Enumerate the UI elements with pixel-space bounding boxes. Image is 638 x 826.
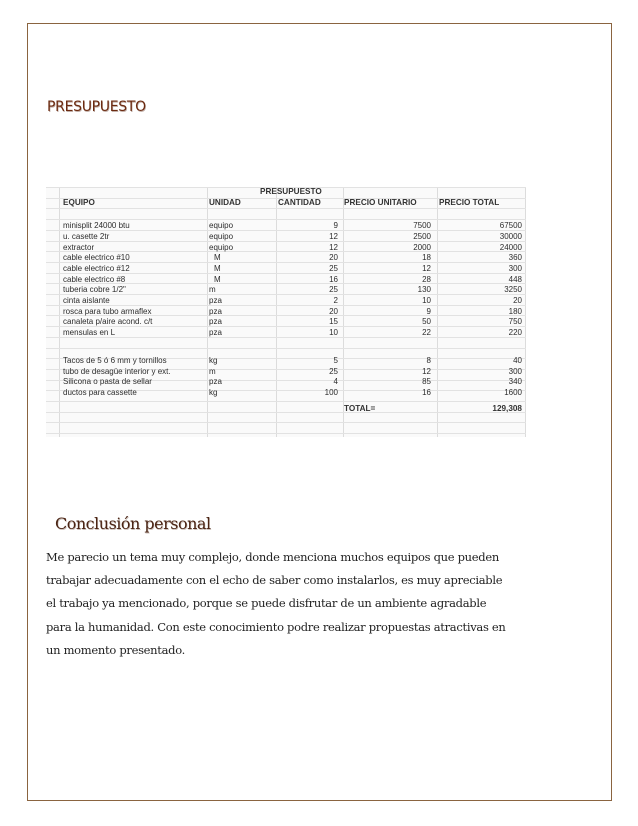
cell-cantidad: 25 (329, 263, 338, 273)
grid-line (276, 187, 277, 437)
cell-equipo: Tacos de 5 ó 6 mm y tornillos (63, 355, 167, 365)
grid-line (59, 187, 60, 437)
cell-precio-total: 20 (513, 296, 522, 306)
cell-unidad: equipo (209, 221, 234, 231)
paragraph-line: trabajar adecuadamente con el echo de saber como instalarlos, es muy apreciable (46, 573, 503, 588)
cell-cantidad: 20 (329, 253, 338, 263)
column-header: EQUIPO (63, 197, 95, 207)
cell-precio-total: 1600 (504, 388, 522, 398)
cell-cantidad: 20 (329, 306, 338, 316)
grid-line (46, 401, 526, 402)
cell-cantidad: 9 (333, 221, 338, 231)
cell-cantidad: 25 (329, 366, 338, 376)
grid-line (46, 219, 526, 220)
cell-equipo: mensulas en L (63, 328, 116, 338)
cell-precio-total: 448 (508, 274, 522, 284)
cell-cantidad: 12 (329, 231, 338, 241)
cell-precio-total: 300 (508, 263, 522, 273)
cell-equipo: tuberia cobre 1/2" (63, 285, 126, 295)
cell-cantidad: 100 (324, 388, 338, 398)
cell-precio-total: 360 (508, 253, 522, 263)
cell-precio-total: 67500 (499, 221, 522, 231)
column-header: PRECIO UNITARIO (344, 197, 417, 207)
cell-precio-unitario: 50 (422, 317, 431, 327)
column-header: PRECIO TOTAL (439, 197, 500, 207)
cell-precio-unitario: 18 (422, 253, 431, 263)
cell-unidad: pza (209, 328, 222, 338)
cell-unidad: kg (209, 388, 218, 398)
grid-line (437, 187, 438, 437)
cell-cantidad: 5 (333, 355, 338, 365)
cell-cantidad: 2 (333, 296, 338, 306)
total-label: TOTAL= (344, 404, 376, 414)
cell-equipo: cable electrico #12 (63, 263, 130, 273)
paragraph-line: el trabajo ya mencionado, porque se puede disfrutar de un ambiente agradable (46, 596, 487, 611)
cell-precio-total: 220 (508, 328, 522, 338)
cell-precio-unitario: 85 (422, 377, 431, 387)
cell-unidad: m (209, 285, 216, 295)
grid-line (46, 422, 526, 423)
cell-cantidad: 16 (329, 274, 338, 284)
cell-precio-unitario: 8 (426, 355, 431, 365)
cell-precio-unitario: 130 (417, 285, 431, 295)
budget-spreadsheet-image (46, 187, 526, 437)
cell-precio-unitario: 2000 (413, 242, 431, 252)
grid-line (46, 433, 526, 434)
cell-precio-total: 340 (508, 377, 522, 387)
cell-equipo: rosca para tubo armaflex (63, 306, 152, 316)
cell-precio-unitario: 12 (422, 263, 431, 273)
cell-equipo: canaleta p/aire acond. c/t (63, 317, 153, 327)
cell-precio-unitario: 22 (422, 328, 431, 338)
cell-precio-unitario: 16 (422, 388, 431, 398)
cell-cantidad: 4 (333, 377, 338, 387)
cell-equipo: ductos para cassette (63, 388, 137, 398)
conclusion-paragraph (46, 546, 566, 662)
cell-precio-unitario: 9 (426, 306, 431, 316)
cell-equipo: Silicona o pasta de sellar (63, 377, 152, 387)
cell-unidad: pza (209, 317, 222, 327)
cell-unidad: M (214, 253, 221, 263)
cell-unidad: equipo (209, 231, 234, 241)
cell-precio-total: 750 (508, 317, 522, 327)
cell-equipo: minisplit 24000 btu (63, 221, 130, 231)
cell-precio-unitario: 12 (422, 366, 431, 376)
cell-precio-unitario: 28 (422, 274, 431, 284)
cell-unidad: pza (209, 306, 222, 316)
sheet-title: PRESUPUESTO (260, 187, 322, 196)
cell-cantidad: 10 (329, 328, 338, 338)
cell-equipo: cable electrico #10 (63, 253, 130, 263)
cell-precio-total: 24000 (499, 242, 522, 252)
cell-equipo: tubo de desagüe interior y ext. (63, 366, 171, 376)
cell-unidad: m (209, 366, 216, 376)
paragraph-line: Me parecio un tema muy complejo, donde menciona muchos equipos que pueden (46, 550, 499, 564)
paragraph-line: un momento presentado. (46, 642, 186, 657)
grid-line (525, 187, 526, 437)
cell-unidad: kg (209, 355, 218, 365)
cell-equipo: cinta aislante (63, 296, 110, 306)
cell-equipo: cable electrico #8 (63, 274, 126, 284)
cell-unidad: equipo (209, 242, 234, 252)
cell-equipo: extractor (63, 242, 95, 252)
cell-unidad: M (214, 263, 221, 273)
cell-equipo: u. casette 2tr (63, 231, 110, 241)
cell-precio-total: 3250 (504, 285, 522, 295)
cell-precio-unitario: 7500 (413, 221, 431, 231)
cell-precio-total: 300 (508, 366, 522, 376)
cell-precio-total: 40 (513, 355, 522, 365)
cell-unidad: pza (209, 377, 222, 387)
section-heading: PRESUPUESTO (47, 99, 146, 115)
grid-line (207, 187, 208, 437)
cell-precio-total: 180 (508, 306, 522, 316)
grid-line (46, 348, 526, 349)
cell-precio-unitario: 2500 (413, 231, 431, 241)
cell-unidad: M (214, 274, 221, 284)
paragraph-line: para la humanidad. Con este conocimiento podre realizar propuestas atractivas en (46, 619, 506, 634)
cell-cantidad: 25 (329, 285, 338, 295)
column-header: CANTIDAD (278, 197, 321, 207)
cell-precio-total: 30000 (499, 231, 522, 241)
cell-cantidad: 12 (329, 242, 338, 252)
cell-precio-unitario: 10 (422, 296, 431, 306)
column-header: UNIDAD (209, 197, 241, 207)
grid-line (46, 208, 526, 209)
cell-unidad: pza (209, 296, 222, 306)
cell-cantidad: 15 (329, 317, 338, 327)
conclusion-title: Conclusión personal (55, 514, 211, 533)
total-value: 129,308 (492, 404, 522, 414)
